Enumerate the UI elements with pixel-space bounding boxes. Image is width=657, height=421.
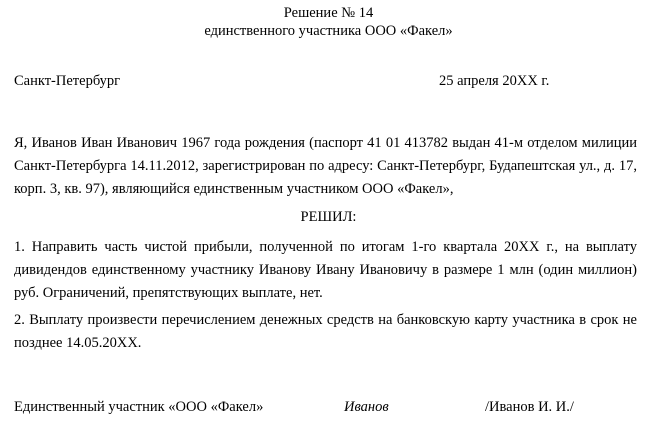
document-title: Решение № 14 bbox=[283, 5, 374, 21]
document-date: 25 апреля 20ХХ г. bbox=[439, 73, 550, 89]
decided-heading: РЕШИЛ: bbox=[300, 209, 357, 225]
decision-item-1: 1. Направить часть чистой прибыли, полученной по итогам 1-го квартала 20ХХ г., на выплату дивидендов единственному участнику Иванову Ивану Ивановичу в размере 1 млн (один миллион) руб. Ограничений, препятствующих выплате, нет. bbox=[14, 239, 637, 301]
decision-item-2: 2. Выплату произвести перечислением денежных средств на банковскую карту участника в срок не позднее 14.05.20ХХ. bbox=[14, 312, 637, 351]
document-city: Санкт-Петербург bbox=[14, 73, 121, 89]
signature-handwritten: Иванов bbox=[344, 399, 389, 415]
document-subtitle: единственного участника ООО «Факел» bbox=[204, 23, 453, 39]
signature-name: /Иванов И. И./ bbox=[485, 399, 574, 415]
preamble-paragraph: Я, Иванов Иван Иванович 1967 года рождения (паспорт 41 01 413782 выдан 41-м отделом милиции Санкт-Петербурга 14.11.2012, зарегистрирован по адресу: Санкт-Петербург, Будапештская ул., д. 17, корп. 3, кв. 97), являющийся единственным участником ООО «Факел», bbox=[14, 135, 637, 197]
signature-role: Единственный участник «ООО «Факел» bbox=[14, 399, 264, 415]
